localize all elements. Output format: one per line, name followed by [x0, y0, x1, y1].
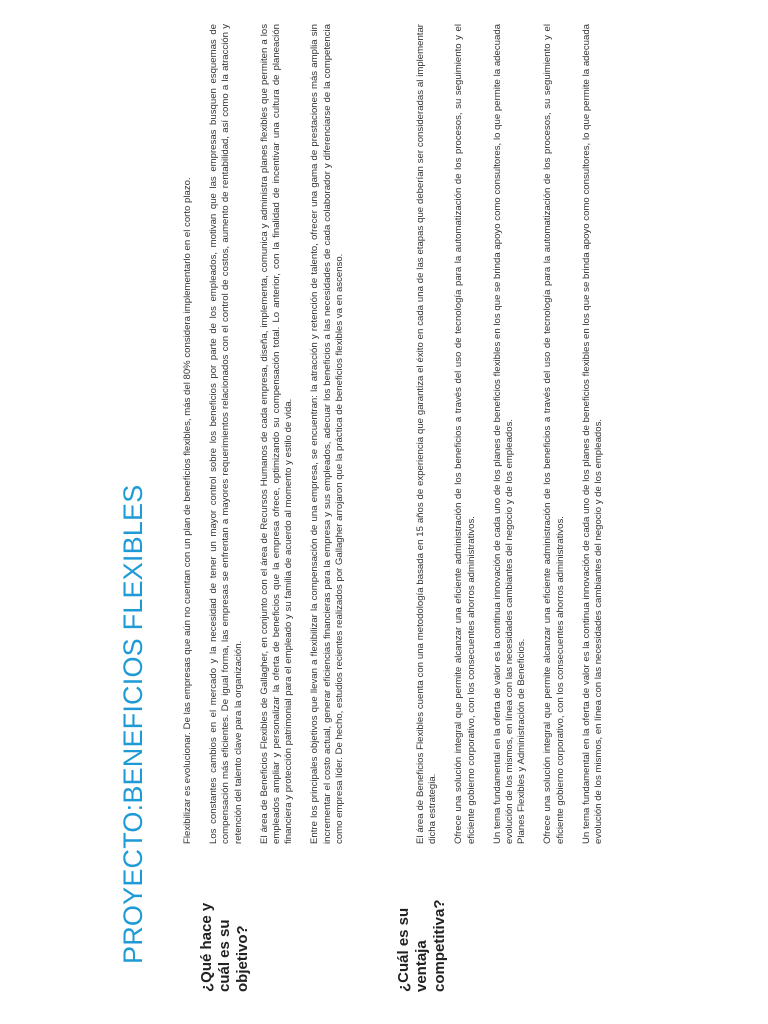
section-body-advantage — [415, 24, 619, 844]
paragraph: Un tema fundamental en la oferta de valor es la continua innovación de cada uno de los planes de beneficios flexibles en los que se brinda apoyo como consultores, lo que permite la adecuada evolución de los mismos, en línea con las necesidades cambiantes del negocio y de los empleados. — [491, 24, 516, 844]
paragraph: El área de Beneficios Flexibles de Gallagher, en conjunto con el área de Recursos Humanos de cada empresa, diseña, implementa, comunica y administra planes flexibles que permiten a los empleados ampliar y personalizar la oferta de beneficios que la empresa ofrece, optimizando su compensación total. Lo anterior, con la finalidad de incentivar una cultura de planeación financiera y protección patrimonial para el empleado y su familia de acuerdo al momento y estilo de vida. — [258, 24, 295, 844]
paragraph: Planes Flexibles y Administración de Beneficios. — [516, 638, 528, 844]
section-heading-advantage: ¿Cuál es su ventaja competitiva? — [395, 899, 448, 992]
paragraph: Flexibilizar es evolucionar. De las empresas que aún no cuentan con un plan de beneficios flexibles, más del 80% considera implementarlo en el corto plazo. — [182, 177, 193, 844]
paragraph: Entre los principales objetivos que llevan a flexibilizar la compensación de una empresa, se encuentran: la atracción y retención de talento, ofrecer una gama de prestaciones más amplia sin incrementar el costo actual, generar eficiencias financieras para la empresa y sus empleados, adecuar los beneficios a las necesidades de cada colaborador y diferenciarse de la competencia como empresa líder. De hecho, estudios recientes realizados por Gallagher arrojaron que la práctica de beneficios flexibles va en ascenso. — [309, 24, 345, 844]
paragraph: Ofrece una solución integral que permite alcanzar una eficiente administración de los beneficios a través del uso de tecnología para la automatización de los procesos, su seguimiento y el eficiente gobierno corporativo, con los consecuentes ahorros administrativos. — [542, 24, 566, 844]
paragraph: El área de Beneficios Flexibles cuenta con una metodología basada en 15 años de experiencia que garantiza el éxito en cada una de las etapas que deberían ser consideradas al implementar dicha estrategia. — [415, 24, 439, 844]
paragraph: Un tema fundamental en la oferta de valor es la continua innovación de cada uno de los planes de beneficios flexibles en los que se brinda apoyo como consultores, lo que permite la adecuada evolución de los mismos, en línea con las necesidades cambiantes del negocio y de los empleados. — [580, 24, 605, 844]
paragraph: Los constantes cambios en el mercado y la necesidad de tener un mayor control sobre los beneficios por parte de los empleados, motivan que las empresas busquen esquemas de compensación más eficientes. De igual forma, las empresas se enfrentan a mayores requerimientos relacionados con el control de costos, aumento de rentabilidad, así como a la atracción y retención del talento clave para la organización. — [208, 24, 244, 844]
page-title: PROYECTO:BENEFICIOS FLEXIBLES — [118, 484, 148, 964]
section-body-objective — [182, 24, 360, 844]
paragraph: Ofrece una solución integral que permite alcanzar una eficiente administración de los beneficios a través del uso de tecnología para la automatización de los procesos, su seguimiento y el eficiente gobierno corporativo, con los consecuentes ahorros administrativos. — [453, 24, 477, 844]
section-heading-objective: ¿Qué hace y cuál es su objetivo? — [198, 902, 251, 992]
